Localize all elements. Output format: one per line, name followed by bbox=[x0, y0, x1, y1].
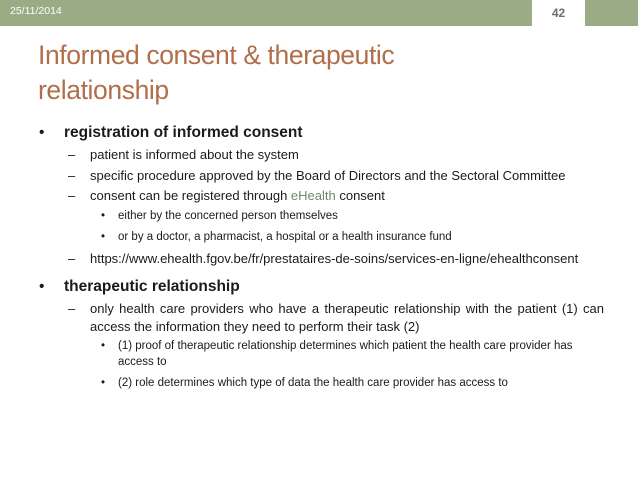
registration-item-4 bbox=[0, 250, 638, 268]
dash-icon: – bbox=[68, 188, 76, 203]
registration-subitem-1 bbox=[0, 208, 638, 224]
therapeutic-heading: therapeutic relationship bbox=[64, 278, 240, 295]
registration-item-3 bbox=[0, 187, 638, 205]
sub-bullet-icon: • bbox=[101, 340, 106, 352]
slide-date: 25/11/2014 bbox=[10, 5, 62, 17]
bullet-therapeutic bbox=[0, 276, 638, 297]
dash-icon: – bbox=[68, 147, 76, 162]
bullet-icon: • bbox=[39, 278, 45, 295]
ehealth-link[interactable]: eHealth bbox=[290, 188, 336, 203]
registration-item-3-prefix: consent can be registered through bbox=[90, 188, 291, 203]
sub-bullet-icon: • bbox=[101, 209, 106, 222]
registration-subitem-2 bbox=[0, 229, 638, 245]
page-number: 42 bbox=[551, 6, 566, 20]
dash-icon: – bbox=[68, 250, 76, 266]
registration-item-3-suffix: consent bbox=[335, 188, 385, 203]
registration-item-2 bbox=[0, 167, 638, 185]
dash-icon: – bbox=[68, 167, 76, 183]
registration-heading: registration of informed consent bbox=[64, 124, 303, 141]
therapeutic-subitem-2 bbox=[0, 375, 638, 391]
registration-subitem-1-text: either by the concerned person themselves bbox=[118, 209, 338, 222]
bullet-registration bbox=[0, 122, 638, 143]
page-number-box bbox=[532, 0, 585, 29]
dash-icon: – bbox=[68, 301, 76, 316]
therapeutic-item-1-text: only health care providers who have a therapeutic relationship with the patient (1) can access the information they need to perform their task (2) bbox=[90, 301, 604, 334]
registration-item-2-text: specific procedure approved by the Board of Directors and the Sectoral Committee bbox=[90, 167, 566, 183]
slide-title-line-2: relationship bbox=[38, 75, 169, 105]
ehealthconsent-url[interactable]: https://www.ehealth.fgov.be/fr/prestataires-de-soins/services-en-ligne/ehealthconsent bbox=[90, 250, 579, 266]
slide-title bbox=[38, 38, 598, 108]
sub-bullet-icon: • bbox=[101, 377, 106, 389]
therapeutic-subitem-1 bbox=[0, 338, 638, 370]
registration-item-1-text: patient is informed about the system bbox=[90, 147, 299, 162]
slide-body bbox=[0, 122, 638, 396]
registration-item-1 bbox=[0, 146, 638, 164]
therapeutic-subitem-1-text: (1) proof of therapeutic relationship determines which patient the health care provider has access to bbox=[118, 340, 573, 368]
sub-bullet-icon: • bbox=[101, 230, 106, 243]
registration-subitem-2-text: or by a doctor, a pharmacist, a hospital or a health insurance fund bbox=[118, 230, 452, 243]
therapeutic-subitem-2-text: (2) role determines which type of data the health care provider has access to bbox=[118, 377, 508, 389]
therapeutic-item-1 bbox=[0, 300, 638, 335]
bullet-icon: • bbox=[39, 124, 45, 141]
slide-title-line-1: Informed consent & therapeutic bbox=[38, 40, 395, 70]
